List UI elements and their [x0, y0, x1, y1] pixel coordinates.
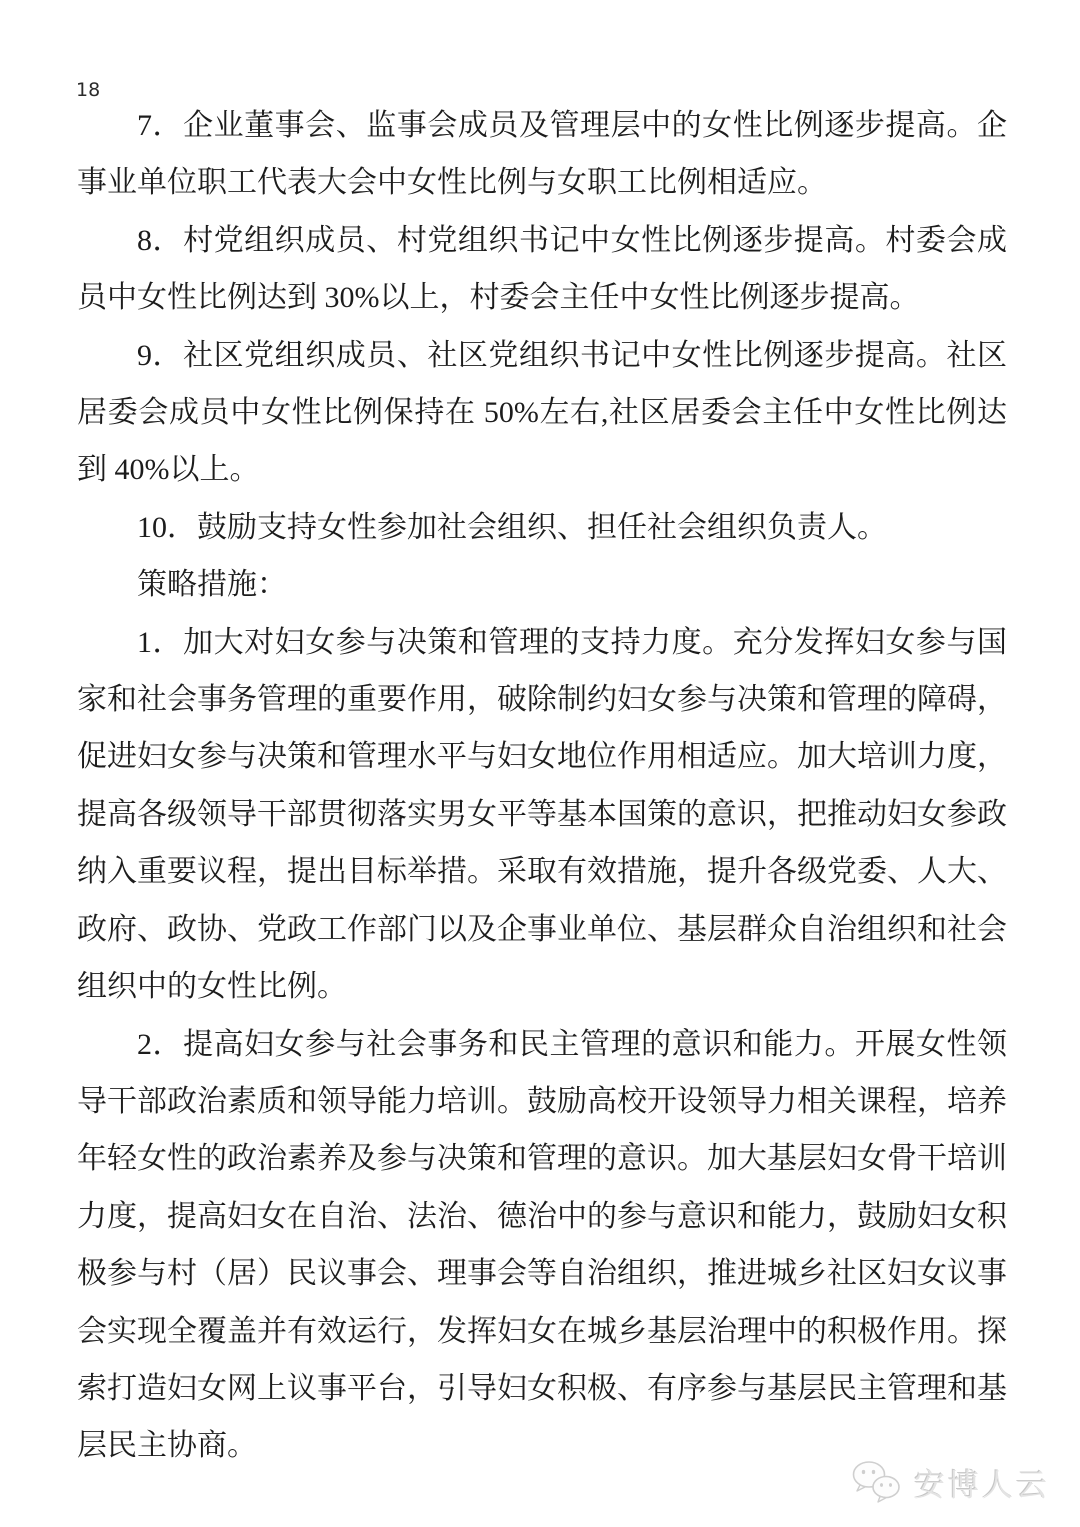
paragraph-item-9: 9．社区党组织成员、社区党组织书记中女性比例逐步提高。社区居委会成员中女性比例保持在 50%左右,社区居委会主任中女性比例达到 40%以上。 — [77, 338, 1007, 487]
wechat-icon — [850, 1459, 904, 1505]
paragraph-item-10: 10．鼓励支持女性参加社会组织、担任社会组织负责人。 — [137, 510, 887, 544]
paragraph-measure-1: 1．加大对妇女参与决策和管理的支持力度。充分发挥妇女参与国家和社会事务管理的重要作用，破除制约妇女参与决策和管理的障碍，促进妇女参与决策和管理水平与妇女地位作用相适应。加大培训力度，提高各级领导干部贯彻落实男女平等基本国策的意识，把推动妇女参政纳入重要议程，提出目标举措。采取有效措施，提升各级党委、人大、政府、政协、党政工作部门以及企事业单位、基层群众自治组织和社会组织中的女性比例。 — [77, 625, 1007, 1004]
paragraph-item-8: 8．村党组织成员、村党组织书记中女性比例逐步提高。村委会成员中女性比例达到 30%以上，村委会主任中女性比例逐步提高。 — [77, 223, 1007, 315]
paragraph-measure-2: 2．提高妇女参与社会事务和民主管理的意识和能力。开展女性领导干部政治素质和领导能力培训。鼓励高校开设领导力相关课程，培养年轻女性的政治素养及参与决策和管理的意识。加大基层妇女骨干培训力度，提高妇女在自治、法治、德治中的参与意识和能力，鼓励妇女积极参与村（居）民议事会、理事会等自治组织，推进城乡社区妇女议事会实现全覆盖并有效运行，发挥妇女在城乡基层治理中的积极作用。探索打造妇女网上议事平台，引导妇女积极、有序参与基层民主管理和基层民主协商。 — [77, 1027, 1007, 1463]
strategy-measures-heading: 策略措施： — [137, 568, 287, 602]
watermark — [850, 1459, 1050, 1505]
paragraph-item-7: 7．企业董事会、监事会成员及管理层中的女性比例逐步提高。企事业单位职工代表大会中女性比例与女职工比例相适应。 — [77, 109, 1007, 200]
watermark-label: 安博人云 — [914, 1467, 1050, 1503]
page-number: 18 — [76, 79, 101, 101]
document-body — [77, 97, 1007, 1475]
